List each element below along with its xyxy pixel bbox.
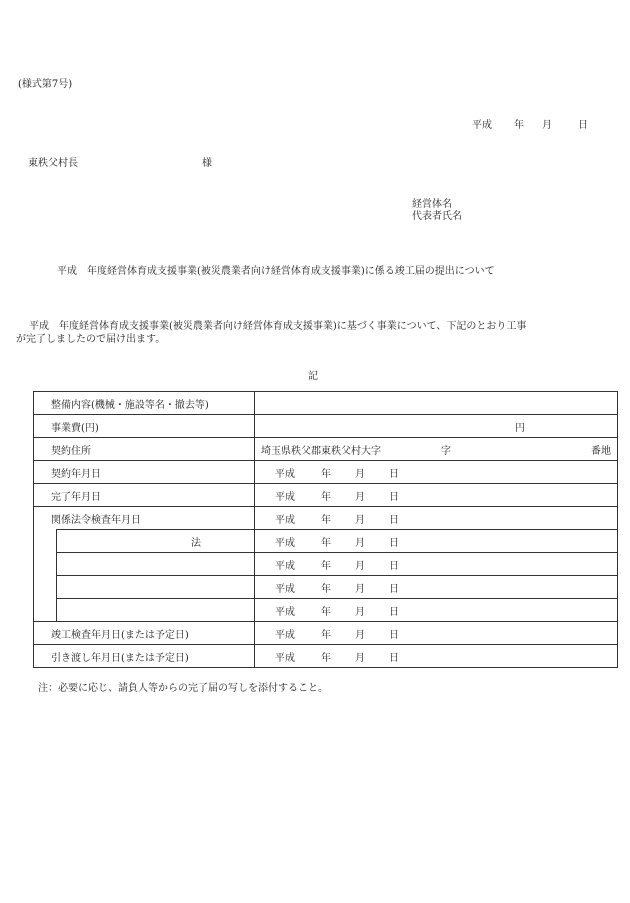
- body-paragraph: [16, 320, 616, 346]
- related-law-date-value: 平成 年 月 日: [255, 507, 618, 530]
- date-month: 月: [542, 120, 552, 131]
- table-row: [34, 484, 618, 507]
- law-date-value-3: 平成 年 月 日: [255, 576, 618, 599]
- address-label: 契約住所: [34, 438, 255, 461]
- indent-cell: [34, 553, 57, 576]
- related-law-label: 関係法令検査年月日: [34, 507, 255, 530]
- date-day: 日: [578, 120, 588, 131]
- addressee-honorific: 様: [202, 158, 212, 169]
- table-row: [34, 645, 618, 668]
- table-row: [34, 530, 618, 553]
- representative-label: 代表者氏名: [412, 211, 462, 222]
- body-line-2: が完了しましたので届け出ます。: [16, 334, 166, 345]
- date-era: 平成: [472, 120, 492, 131]
- address-aza: 字: [441, 445, 451, 457]
- law-name-blank-2: [57, 553, 255, 576]
- law-date-value-1: 平成 年 月 日: [255, 530, 618, 553]
- table-row: [34, 392, 618, 415]
- cost-label: 事業費(円): [34, 415, 255, 438]
- table-row: [34, 622, 618, 645]
- entity-name-label: 経営体名: [412, 199, 452, 210]
- completion-date-label: 完了年月日: [34, 484, 255, 507]
- inspection-date-label: 竣工検査年月日(または予定日): [34, 622, 255, 645]
- form-number: (様式第7号): [18, 79, 73, 90]
- applicant-block: [412, 199, 462, 223]
- table-row: [34, 553, 618, 576]
- table-row: [34, 576, 618, 599]
- addressee-name: 東秩父村長: [28, 158, 78, 169]
- address-prefecture: 埼玉県秩父郡東秩父村大字: [261, 445, 381, 457]
- date-year: 年: [514, 120, 524, 131]
- contract-date-label: 契約年月日: [34, 461, 255, 484]
- table-row: [34, 507, 618, 530]
- ki-heading: 記: [308, 371, 318, 382]
- completion-date-value: 平成 年 月 日: [255, 484, 618, 507]
- table-row: [34, 599, 618, 622]
- table-row: [34, 415, 618, 438]
- law-date-value-4: 平成 年 月 日: [255, 599, 618, 622]
- law-label: 法: [57, 530, 255, 553]
- cost-unit: 円: [255, 415, 618, 438]
- law-name-blank-4: [57, 599, 255, 622]
- indent-cell: [34, 530, 57, 553]
- contract-date-value: 平成 年 月 日: [255, 461, 618, 484]
- indent-cell: [34, 576, 57, 599]
- body-line-1: 平成 年度経営体育成支援事業(被災農業者向け経営体育成支援事業)に基づく事業について、下記のとおり工事: [29, 321, 527, 332]
- indent-cell: [34, 599, 57, 622]
- table-row: [34, 438, 618, 461]
- completion-table: [33, 391, 618, 668]
- inspection-date-value: 平成 年 月 日: [255, 622, 618, 645]
- handover-date-value: 平成 年 月 日: [255, 645, 618, 668]
- address-banchi: 番地: [591, 445, 611, 457]
- content-label: 整備内容(機械・施設等名・撤去等): [34, 392, 255, 415]
- handover-date-label: 引き渡し年月日(または予定日): [34, 645, 255, 668]
- address-value: [255, 438, 618, 461]
- subject-line: 平成 年度経営体育成支援事業(被災農業者向け経営体育成支援事業)に係る竣工届の提出について: [57, 266, 495, 277]
- content-value: [255, 392, 618, 415]
- law-date-value-2: 平成 年 月 日: [255, 553, 618, 576]
- law-name-blank-3: [57, 576, 255, 599]
- submission-date: [472, 120, 588, 132]
- table-row: [34, 461, 618, 484]
- footnote: 注：必要に応じ、請負人等からの完了届の写しを添付すること。: [38, 683, 328, 694]
